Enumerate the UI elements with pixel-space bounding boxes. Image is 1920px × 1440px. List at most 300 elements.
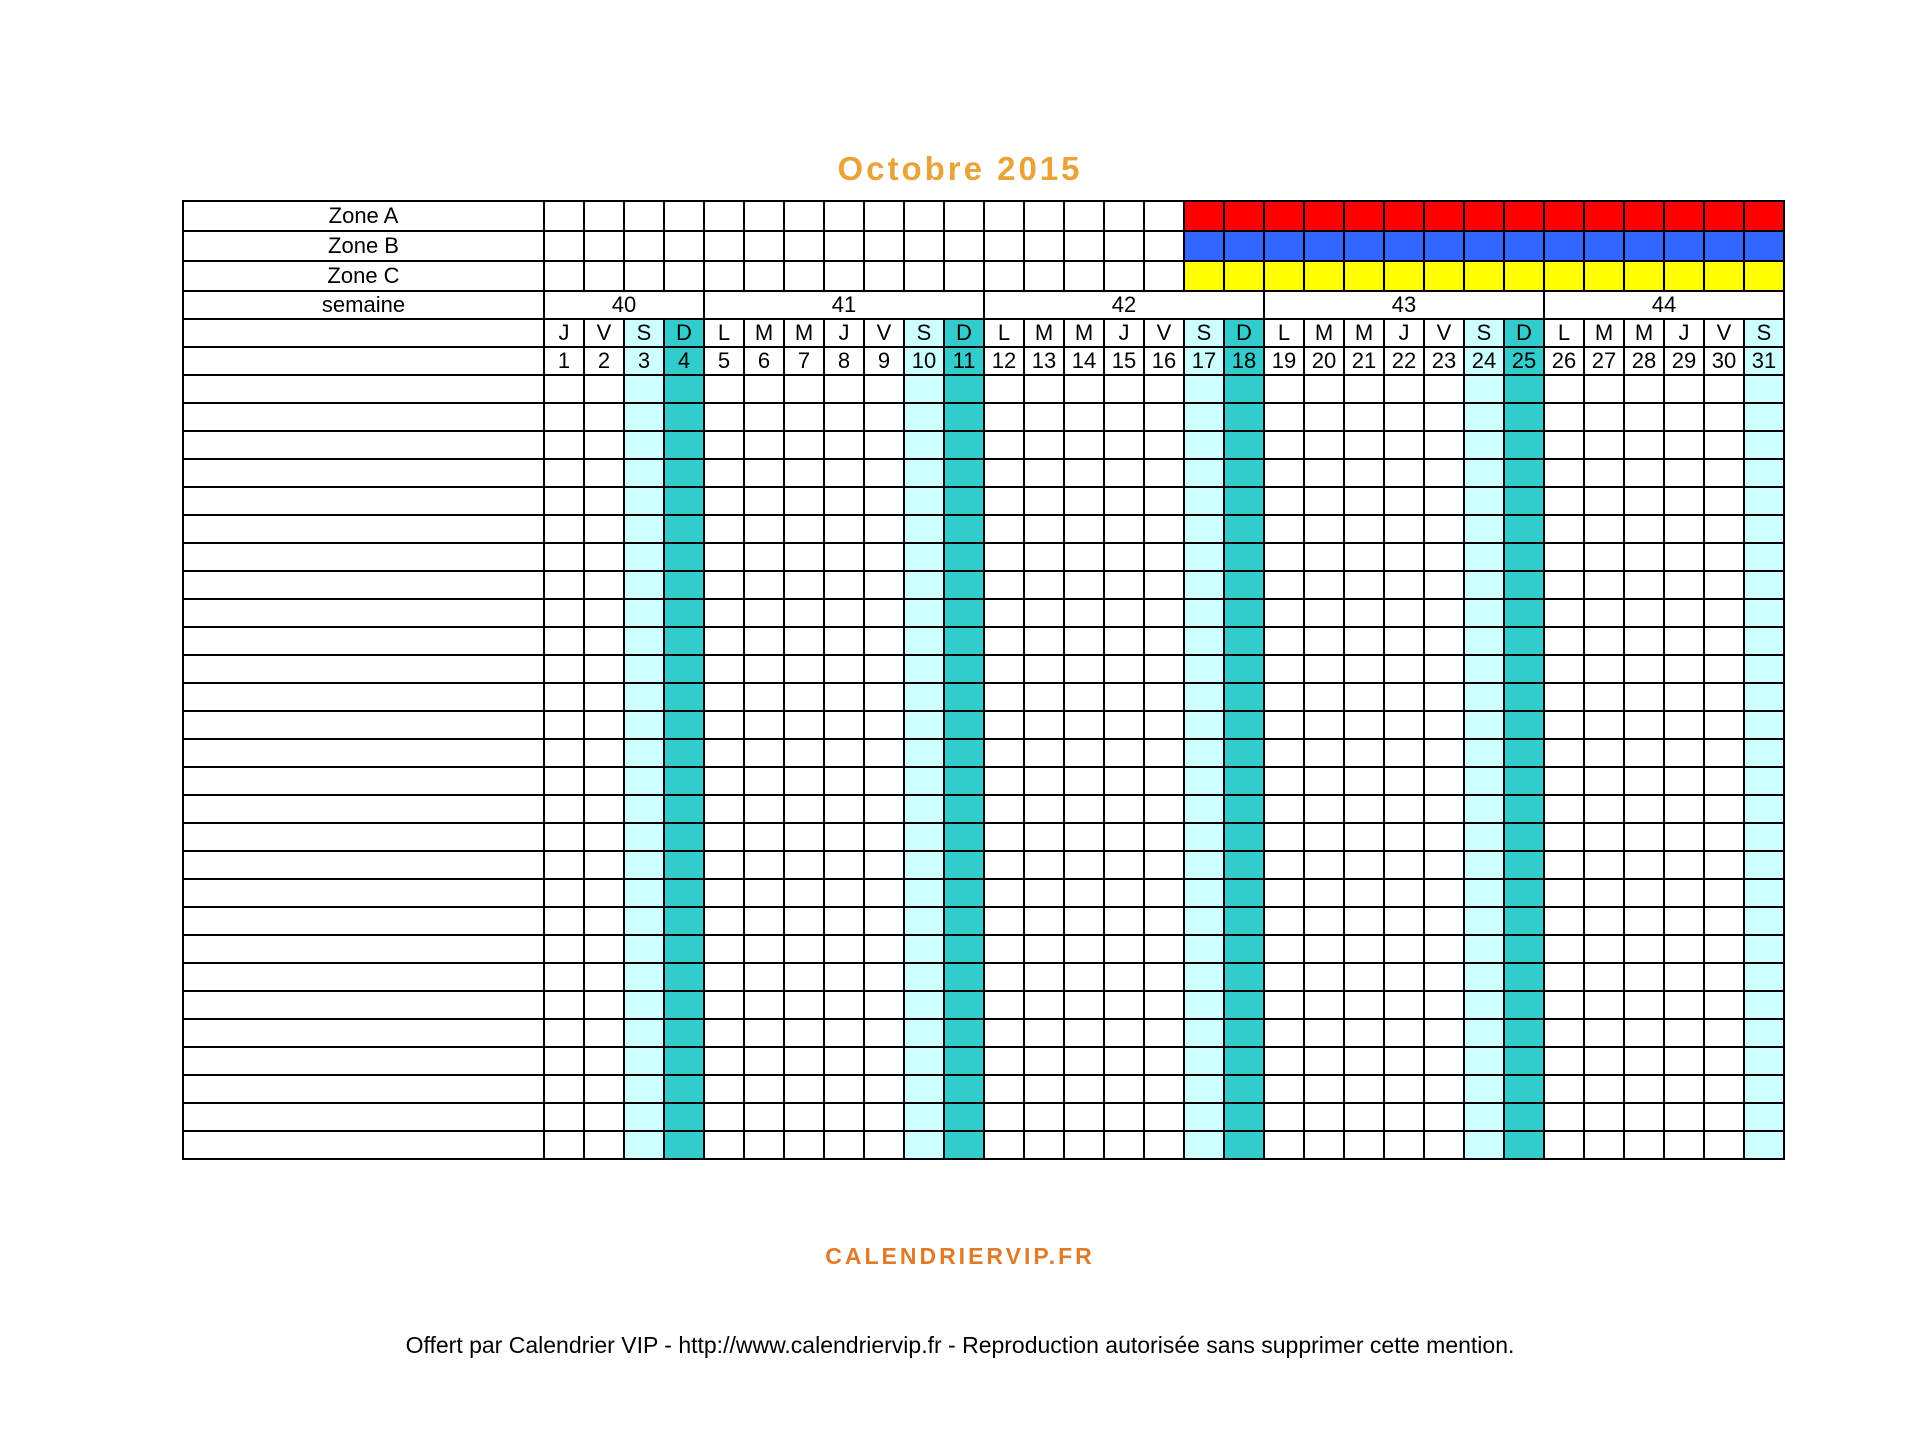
planner-cell[interactable]: [1704, 935, 1744, 963]
planner-cell[interactable]: [1064, 879, 1104, 907]
planner-cell[interactable]: [1384, 543, 1424, 571]
planner-cell[interactable]: [1104, 711, 1144, 739]
planner-cell[interactable]: [1024, 907, 1064, 935]
planner-cell[interactable]: [904, 963, 944, 991]
planner-cell[interactable]: [1024, 851, 1064, 879]
planner-cell[interactable]: [1264, 375, 1304, 403]
planner-cell[interactable]: [1024, 823, 1064, 851]
planner-cell[interactable]: [544, 739, 584, 767]
planner-cell[interactable]: [1184, 991, 1224, 1019]
planner-cell[interactable]: [704, 767, 744, 795]
planner-cell[interactable]: [704, 459, 744, 487]
planner-cell[interactable]: [1344, 403, 1384, 431]
planner-cell[interactable]: [584, 571, 624, 599]
planner-cell[interactable]: [1424, 879, 1464, 907]
planner-cell[interactable]: [1424, 571, 1464, 599]
planner-cell[interactable]: [1624, 711, 1664, 739]
planner-label-cell[interactable]: [183, 963, 544, 991]
planner-cell[interactable]: [864, 907, 904, 935]
planner-cell[interactable]: [1744, 879, 1784, 907]
planner-cell[interactable]: [544, 459, 584, 487]
planner-cell[interactable]: [1384, 627, 1424, 655]
planner-cell[interactable]: [704, 739, 744, 767]
planner-cell[interactable]: [1384, 739, 1424, 767]
planner-cell[interactable]: [1224, 459, 1264, 487]
planner-cell[interactable]: [784, 1019, 824, 1047]
planner-cell[interactable]: [584, 711, 624, 739]
planner-cell[interactable]: [864, 1131, 904, 1159]
planner-cell[interactable]: [1104, 431, 1144, 459]
planner-cell[interactable]: [1464, 487, 1504, 515]
planner-cell[interactable]: [1184, 767, 1224, 795]
planner-cell[interactable]: [984, 767, 1024, 795]
planner-cell[interactable]: [1224, 823, 1264, 851]
planner-cell[interactable]: [664, 1131, 704, 1159]
planner-cell[interactable]: [1304, 403, 1344, 431]
planner-cell[interactable]: [704, 1131, 744, 1159]
planner-cell[interactable]: [584, 375, 624, 403]
planner-cell[interactable]: [1144, 767, 1184, 795]
planner-cell[interactable]: [984, 515, 1024, 543]
planner-cell[interactable]: [1544, 991, 1584, 1019]
planner-cell[interactable]: [904, 1103, 944, 1131]
planner-cell[interactable]: [1584, 431, 1624, 459]
planner-label-cell[interactable]: [183, 991, 544, 1019]
planner-cell[interactable]: [784, 963, 824, 991]
planner-cell[interactable]: [1624, 459, 1664, 487]
planner-cell[interactable]: [1624, 823, 1664, 851]
planner-cell[interactable]: [1544, 515, 1584, 543]
planner-cell[interactable]: [824, 375, 864, 403]
planner-cell[interactable]: [784, 599, 824, 627]
planner-cell[interactable]: [1384, 487, 1424, 515]
planner-cell[interactable]: [1104, 683, 1144, 711]
planner-cell[interactable]: [1344, 375, 1384, 403]
planner-cell[interactable]: [544, 571, 584, 599]
planner-cell[interactable]: [1384, 935, 1424, 963]
planner-cell[interactable]: [1144, 1131, 1184, 1159]
planner-cell[interactable]: [1304, 935, 1344, 963]
planner-cell[interactable]: [904, 403, 944, 431]
planner-cell[interactable]: [1224, 487, 1264, 515]
planner-cell[interactable]: [1424, 487, 1464, 515]
planner-cell[interactable]: [1384, 1075, 1424, 1103]
planner-cell[interactable]: [1664, 515, 1704, 543]
planner-label-cell[interactable]: [183, 655, 544, 683]
planner-cell[interactable]: [1224, 767, 1264, 795]
planner-cell[interactable]: [824, 767, 864, 795]
planner-cell[interactable]: [544, 683, 584, 711]
planner-cell[interactable]: [1344, 851, 1384, 879]
planner-cell[interactable]: [1504, 515, 1544, 543]
planner-cell[interactable]: [664, 683, 704, 711]
planner-cell[interactable]: [744, 1103, 784, 1131]
planner-cell[interactable]: [944, 711, 984, 739]
planner-cell[interactable]: [1624, 1047, 1664, 1075]
planner-cell[interactable]: [1504, 795, 1544, 823]
planner-cell[interactable]: [544, 655, 584, 683]
planner-cell[interactable]: [1144, 823, 1184, 851]
planner-cell[interactable]: [744, 403, 784, 431]
planner-cell[interactable]: [864, 851, 904, 879]
planner-cell[interactable]: [664, 487, 704, 515]
planner-cell[interactable]: [1064, 991, 1104, 1019]
planner-cell[interactable]: [824, 403, 864, 431]
planner-cell[interactable]: [904, 599, 944, 627]
planner-cell[interactable]: [824, 935, 864, 963]
planner-cell[interactable]: [1144, 683, 1184, 711]
planner-cell[interactable]: [1624, 795, 1664, 823]
planner-cell[interactable]: [1584, 487, 1624, 515]
planner-cell[interactable]: [1544, 907, 1584, 935]
planner-cell[interactable]: [1224, 431, 1264, 459]
planner-cell[interactable]: [544, 851, 584, 879]
planner-cell[interactable]: [1064, 403, 1104, 431]
planner-cell[interactable]: [904, 879, 944, 907]
planner-cell[interactable]: [1504, 823, 1544, 851]
planner-cell[interactable]: [1584, 683, 1624, 711]
planner-cell[interactable]: [1024, 1075, 1064, 1103]
planner-cell[interactable]: [1064, 655, 1104, 683]
planner-cell[interactable]: [824, 599, 864, 627]
planner-cell[interactable]: [704, 1103, 744, 1131]
planner-cell[interactable]: [624, 627, 664, 655]
planner-cell[interactable]: [1384, 711, 1424, 739]
planner-cell[interactable]: [1104, 655, 1144, 683]
planner-cell[interactable]: [704, 655, 744, 683]
planner-cell[interactable]: [1704, 1019, 1744, 1047]
planner-cell[interactable]: [584, 879, 624, 907]
planner-cell[interactable]: [1504, 459, 1544, 487]
planner-cell[interactable]: [904, 907, 944, 935]
planner-cell[interactable]: [1144, 1047, 1184, 1075]
planner-cell[interactable]: [1704, 1047, 1744, 1075]
planner-cell[interactable]: [784, 515, 824, 543]
planner-cell[interactable]: [984, 571, 1024, 599]
planner-cell[interactable]: [1144, 879, 1184, 907]
planner-cell[interactable]: [1424, 599, 1464, 627]
planner-cell[interactable]: [1504, 543, 1544, 571]
planner-cell[interactable]: [1024, 571, 1064, 599]
planner-cell[interactable]: [1224, 1019, 1264, 1047]
planner-cell[interactable]: [784, 683, 824, 711]
planner-cell[interactable]: [1424, 1131, 1464, 1159]
planner-cell[interactable]: [584, 1075, 624, 1103]
planner-cell[interactable]: [1264, 739, 1304, 767]
planner-cell[interactable]: [984, 655, 1024, 683]
planner-cell[interactable]: [984, 1103, 1024, 1131]
planner-cell[interactable]: [1664, 375, 1704, 403]
planner-cell[interactable]: [544, 1103, 584, 1131]
planner-cell[interactable]: [944, 543, 984, 571]
planner-cell[interactable]: [864, 683, 904, 711]
planner-cell[interactable]: [1304, 571, 1344, 599]
planner-cell[interactable]: [1024, 711, 1064, 739]
planner-cell[interactable]: [1184, 907, 1224, 935]
planner-cell[interactable]: [864, 1103, 904, 1131]
planner-cell[interactable]: [1744, 655, 1784, 683]
planner-cell[interactable]: [1264, 459, 1304, 487]
planner-cell[interactable]: [1064, 907, 1104, 935]
planner-cell[interactable]: [1504, 1131, 1544, 1159]
planner-cell[interactable]: [1744, 431, 1784, 459]
planner-cell[interactable]: [1464, 767, 1504, 795]
planner-cell[interactable]: [1664, 991, 1704, 1019]
planner-cell[interactable]: [1184, 795, 1224, 823]
planner-cell[interactable]: [1064, 571, 1104, 599]
planner-cell[interactable]: [1584, 543, 1624, 571]
planner-cell[interactable]: [944, 1131, 984, 1159]
planner-cell[interactable]: [1264, 1019, 1304, 1047]
planner-cell[interactable]: [864, 795, 904, 823]
planner-cell[interactable]: [1224, 1131, 1264, 1159]
planner-cell[interactable]: [1184, 627, 1224, 655]
planner-cell[interactable]: [1144, 599, 1184, 627]
planner-cell[interactable]: [1384, 599, 1424, 627]
planner-cell[interactable]: [1224, 1075, 1264, 1103]
planner-cell[interactable]: [1584, 1131, 1624, 1159]
planner-label-cell[interactable]: [183, 935, 544, 963]
planner-cell[interactable]: [1424, 515, 1464, 543]
planner-cell[interactable]: [744, 1131, 784, 1159]
planner-cell[interactable]: [1624, 851, 1664, 879]
planner-cell[interactable]: [1584, 599, 1624, 627]
planner-cell[interactable]: [1544, 459, 1584, 487]
planner-cell[interactable]: [1064, 767, 1104, 795]
planner-cell[interactable]: [1224, 683, 1264, 711]
planner-cell[interactable]: [1224, 963, 1264, 991]
planner-cell[interactable]: [824, 1075, 864, 1103]
planner-cell[interactable]: [1144, 1075, 1184, 1103]
planner-cell[interactable]: [1184, 515, 1224, 543]
planner-cell[interactable]: [744, 1047, 784, 1075]
planner-cell[interactable]: [1744, 739, 1784, 767]
planner-cell[interactable]: [1584, 851, 1624, 879]
planner-cell[interactable]: [1504, 571, 1544, 599]
planner-cell[interactable]: [624, 683, 664, 711]
planner-cell[interactable]: [1024, 599, 1064, 627]
planner-cell[interactable]: [1224, 599, 1264, 627]
planner-cell[interactable]: [904, 739, 944, 767]
planner-cell[interactable]: [704, 963, 744, 991]
planner-cell[interactable]: [904, 655, 944, 683]
planner-cell[interactable]: [544, 403, 584, 431]
planner-cell[interactable]: [624, 767, 664, 795]
planner-cell[interactable]: [1224, 991, 1264, 1019]
planner-cell[interactable]: [1384, 571, 1424, 599]
planner-cell[interactable]: [1184, 543, 1224, 571]
planner-cell[interactable]: [824, 431, 864, 459]
planner-cell[interactable]: [1504, 1075, 1544, 1103]
planner-cell[interactable]: [744, 543, 784, 571]
planner-cell[interactable]: [824, 571, 864, 599]
planner-cell[interactable]: [1304, 487, 1344, 515]
planner-cell[interactable]: [544, 879, 584, 907]
planner-cell[interactable]: [1504, 851, 1544, 879]
planner-cell[interactable]: [784, 487, 824, 515]
planner-cell[interactable]: [1064, 459, 1104, 487]
planner-cell[interactable]: [1744, 991, 1784, 1019]
planner-cell[interactable]: [1744, 711, 1784, 739]
planner-cell[interactable]: [1584, 767, 1624, 795]
planner-cell[interactable]: [984, 823, 1024, 851]
planner-cell[interactable]: [944, 907, 984, 935]
planner-cell[interactable]: [1224, 711, 1264, 739]
planner-cell[interactable]: [584, 487, 624, 515]
planner-cell[interactable]: [624, 403, 664, 431]
planner-cell[interactable]: [624, 879, 664, 907]
planner-cell[interactable]: [1704, 599, 1744, 627]
planner-cell[interactable]: [1264, 599, 1304, 627]
planner-cell[interactable]: [1544, 1131, 1584, 1159]
planner-cell[interactable]: [1624, 375, 1664, 403]
planner-label-cell[interactable]: [183, 543, 544, 571]
planner-cell[interactable]: [1744, 795, 1784, 823]
planner-cell[interactable]: [1064, 599, 1104, 627]
planner-cell[interactable]: [664, 627, 704, 655]
planner-label-cell[interactable]: [183, 599, 544, 627]
planner-cell[interactable]: [1024, 627, 1064, 655]
planner-cell[interactable]: [1624, 1075, 1664, 1103]
planner-cell[interactable]: [1704, 795, 1744, 823]
planner-cell[interactable]: [784, 375, 824, 403]
planner-cell[interactable]: [1664, 543, 1704, 571]
planner-label-cell[interactable]: [183, 907, 544, 935]
planner-cell[interactable]: [1544, 627, 1584, 655]
planner-cell[interactable]: [624, 1103, 664, 1131]
planner-cell[interactable]: [1064, 1075, 1104, 1103]
planner-cell[interactable]: [664, 599, 704, 627]
planner-cell[interactable]: [704, 711, 744, 739]
planner-cell[interactable]: [1464, 655, 1504, 683]
planner-cell[interactable]: [1544, 683, 1584, 711]
planner-cell[interactable]: [1024, 795, 1064, 823]
planner-cell[interactable]: [1304, 459, 1344, 487]
planner-cell[interactable]: [1744, 487, 1784, 515]
planner-cell[interactable]: [784, 767, 824, 795]
planner-cell[interactable]: [1464, 459, 1504, 487]
planner-cell[interactable]: [824, 851, 864, 879]
planner-cell[interactable]: [1144, 403, 1184, 431]
planner-cell[interactable]: [1304, 1047, 1344, 1075]
planner-cell[interactable]: [1384, 375, 1424, 403]
planner-cell[interactable]: [1264, 515, 1304, 543]
planner-cell[interactable]: [1704, 627, 1744, 655]
planner-cell[interactable]: [1104, 1047, 1144, 1075]
planner-cell[interactable]: [984, 431, 1024, 459]
planner-cell[interactable]: [1664, 1075, 1704, 1103]
planner-cell[interactable]: [624, 823, 664, 851]
planner-cell[interactable]: [904, 767, 944, 795]
planner-cell[interactable]: [944, 879, 984, 907]
planner-cell[interactable]: [1544, 935, 1584, 963]
planner-cell[interactable]: [624, 991, 664, 1019]
planner-cell[interactable]: [1264, 1075, 1304, 1103]
planner-cell[interactable]: [1544, 1047, 1584, 1075]
planner-cell[interactable]: [544, 711, 584, 739]
planner-cell[interactable]: [1464, 571, 1504, 599]
planner-cell[interactable]: [1424, 935, 1464, 963]
planner-cell[interactable]: [544, 375, 584, 403]
planner-cell[interactable]: [584, 515, 624, 543]
planner-cell[interactable]: [1264, 1103, 1304, 1131]
planner-cell[interactable]: [1344, 963, 1384, 991]
planner-cell[interactable]: [1384, 431, 1424, 459]
planner-cell[interactable]: [744, 907, 784, 935]
planner-cell[interactable]: [584, 627, 624, 655]
planner-cell[interactable]: [1024, 543, 1064, 571]
planner-cell[interactable]: [1744, 1019, 1784, 1047]
planner-cell[interactable]: [904, 459, 944, 487]
planner-label-cell[interactable]: [183, 879, 544, 907]
planner-cell[interactable]: [664, 543, 704, 571]
planner-cell[interactable]: [1064, 823, 1104, 851]
planner-cell[interactable]: [1504, 599, 1544, 627]
planner-cell[interactable]: [784, 795, 824, 823]
planner-cell[interactable]: [1384, 459, 1424, 487]
planner-cell[interactable]: [1464, 1047, 1504, 1075]
planner-cell[interactable]: [904, 795, 944, 823]
planner-cell[interactable]: [1744, 907, 1784, 935]
planner-cell[interactable]: [624, 851, 664, 879]
planner-cell[interactable]: [1184, 1075, 1224, 1103]
planner-cell[interactable]: [1464, 1019, 1504, 1047]
planner-cell[interactable]: [1344, 823, 1384, 851]
planner-cell[interactable]: [824, 823, 864, 851]
planner-cell[interactable]: [624, 1075, 664, 1103]
planner-cell[interactable]: [1624, 403, 1664, 431]
planner-cell[interactable]: [1144, 431, 1184, 459]
planner-cell[interactable]: [624, 375, 664, 403]
planner-cell[interactable]: [1304, 963, 1344, 991]
planner-cell[interactable]: [1384, 767, 1424, 795]
planner-cell[interactable]: [864, 655, 904, 683]
planner-cell[interactable]: [1064, 1019, 1104, 1047]
planner-cell[interactable]: [1144, 459, 1184, 487]
planner-cell[interactable]: [1544, 431, 1584, 459]
planner-cell[interactable]: [1064, 1131, 1104, 1159]
planner-label-cell[interactable]: [183, 767, 544, 795]
planner-cell[interactable]: [1464, 431, 1504, 459]
planner-cell[interactable]: [544, 599, 584, 627]
planner-cell[interactable]: [984, 711, 1024, 739]
planner-cell[interactable]: [1344, 1019, 1384, 1047]
planner-cell[interactable]: [1064, 375, 1104, 403]
planner-cell[interactable]: [664, 823, 704, 851]
planner-cell[interactable]: [904, 515, 944, 543]
planner-cell[interactable]: [824, 1019, 864, 1047]
planner-cell[interactable]: [1144, 935, 1184, 963]
planner-cell[interactable]: [864, 711, 904, 739]
planner-cell[interactable]: [1344, 739, 1384, 767]
planner-cell[interactable]: [944, 795, 984, 823]
planner-cell[interactable]: [904, 851, 944, 879]
planner-cell[interactable]: [1624, 683, 1664, 711]
planner-cell[interactable]: [1024, 935, 1064, 963]
planner-cell[interactable]: [1304, 767, 1344, 795]
planner-cell[interactable]: [1184, 851, 1224, 879]
planner-cell[interactable]: [1304, 879, 1344, 907]
planner-cell[interactable]: [1744, 767, 1784, 795]
planner-cell[interactable]: [584, 683, 624, 711]
planner-cell[interactable]: [1264, 571, 1304, 599]
planner-cell[interactable]: [1144, 1103, 1184, 1131]
planner-cell[interactable]: [1464, 543, 1504, 571]
planner-cell[interactable]: [1304, 543, 1344, 571]
planner-cell[interactable]: [904, 935, 944, 963]
planner-label-cell[interactable]: [183, 627, 544, 655]
planner-cell[interactable]: [1344, 1103, 1384, 1131]
